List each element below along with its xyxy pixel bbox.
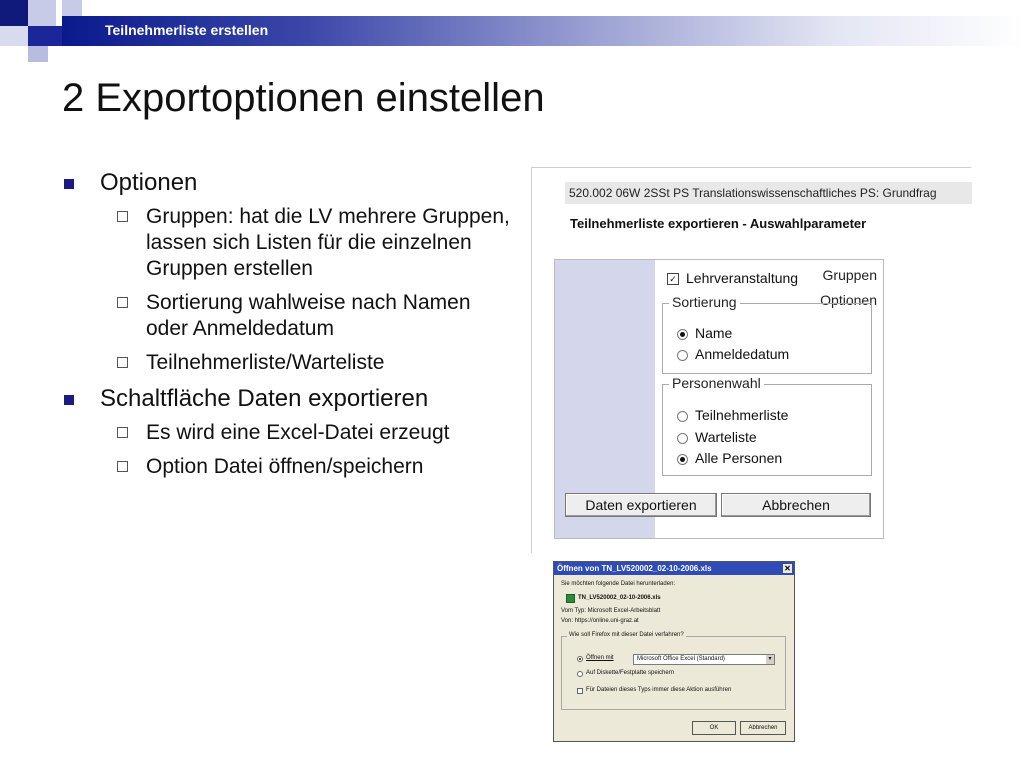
sub-bullet-item — [62, 420, 516, 446]
person-group — [662, 375, 872, 476]
logo-square-navy — [28, 26, 62, 46]
logo-square-light — [62, 0, 82, 16]
dialog-filename: TN_LV520002_02-10-2006.xls — [578, 595, 661, 601]
excel-file-icon — [566, 594, 575, 603]
slide-title: 2 Exportoptionen einstellen — [62, 76, 545, 120]
person-option-waitlist[interactable] — [677, 429, 757, 445]
close-icon[interactable]: ✕ — [784, 564, 791, 573]
sub-bullet-text: Option Datei öffnen/speichern — [146, 455, 424, 478]
sort-legend: Sortierung — [669, 294, 740, 310]
logo-square-navy — [0, 0, 28, 26]
sub-bullet-item — [62, 290, 516, 342]
sort-option-date[interactable] — [677, 346, 789, 362]
course-checkbox-row[interactable] — [667, 270, 798, 286]
open-with-label: Öffnen mit — [586, 655, 614, 661]
sub-bullet-item — [62, 454, 516, 480]
radio-icon[interactable] — [677, 433, 688, 444]
person-legend: Personenwahl — [669, 375, 764, 391]
save-option-label: Auf Diskette/Festplatte speichern — [586, 670, 675, 676]
always-option-label: Für Dateien dieses Typs immer diese Aktion ausführen — [586, 687, 732, 693]
export-data-button[interactable]: Daten exportieren — [565, 493, 717, 517]
person-option-all[interactable] — [677, 450, 782, 466]
bullet-square-icon — [64, 179, 74, 189]
cancel-button[interactable]: Abbrechen — [721, 493, 871, 517]
radio-selected-icon[interactable] — [577, 656, 583, 662]
hollow-square-icon — [117, 297, 128, 308]
bullet-text: Schaltfläche Daten exportieren — [100, 385, 429, 412]
dialog-type-line: Vom Typ: Microsoft Excel-Arbeitsblatt — [561, 608, 661, 614]
logo-square-light — [28, 0, 56, 26]
groups-label: Gruppen — [822, 267, 877, 283]
sort-option-name[interactable] — [677, 325, 732, 341]
dialog-cancel-button[interactable]: Abbrechen — [740, 721, 786, 735]
banner-title: Teilnehmerliste erstellen — [105, 22, 269, 38]
hollow-square-icon — [117, 357, 128, 368]
sub-bullet-text: Gruppen: hat die LV mehrere Gruppen, lassen sich Listen für die einzelnen Gruppen erstellen — [146, 205, 510, 280]
sub-bullet-text: Teilnehmerliste/Warteliste — [146, 351, 385, 374]
checkbox-icon[interactable] — [577, 688, 583, 694]
radio-icon[interactable] — [577, 671, 583, 677]
select-value: Microsoft Office Excel (Standard) — [637, 656, 725, 662]
export-form-screenshot — [531, 167, 971, 553]
radio-label: Teilnehmerliste — [695, 407, 789, 423]
radio-label: Alle Personen — [695, 450, 783, 466]
person-option-participants[interactable] — [677, 407, 788, 423]
hollow-square-icon — [117, 461, 128, 472]
radio-label: Anmeldedatum — [695, 346, 790, 362]
form-heading: Teilnehmerliste exportieren - Auswahlparameter — [570, 216, 867, 231]
chevron-down-icon[interactable]: ▾ — [766, 655, 774, 664]
action-group — [561, 632, 786, 710]
dialog-intro: Sie möchten folgende Datei herunterladen: — [561, 581, 676, 587]
bullet-text: Optionen — [100, 169, 198, 196]
radio-selected-icon[interactable] — [677, 329, 688, 340]
download-dialog — [553, 561, 795, 742]
hollow-square-icon — [117, 427, 128, 438]
action-legend: Wie soll Firefox mit dieser Datei verfahren? — [569, 632, 684, 638]
bullet-item — [62, 384, 522, 414]
bullet-item — [62, 168, 522, 198]
application-select[interactable] — [633, 654, 775, 665]
course-title: 520.002 06W 2SSt PS Translationswissenschaftliches PS: Grundfrag — [569, 186, 937, 200]
sub-bullet-text: Es wird eine Excel-Datei erzeugt — [146, 421, 450, 444]
bullet-list — [62, 168, 522, 488]
logo-square-light — [28, 46, 48, 62]
checkbox-checked-icon[interactable]: ✓ — [667, 273, 679, 285]
dialog-from-line: Von: https://online.uni-graz.at — [561, 618, 639, 624]
course-title-bar — [565, 182, 972, 204]
dialog-title-bar — [554, 562, 794, 575]
sub-bullet-item — [62, 204, 516, 282]
logo-square-light — [0, 26, 28, 46]
bullet-square-icon — [64, 395, 74, 405]
radio-icon[interactable] — [677, 411, 688, 422]
options-label: Optionen — [820, 292, 877, 308]
sub-bullet-text: Sortierung wahlweise nach Namen oder Anmeldedatum — [146, 291, 471, 340]
radio-icon[interactable] — [677, 350, 688, 361]
ok-button[interactable]: OK — [692, 721, 736, 735]
dialog-title: Öffnen von TN_LV520002_02-10-2006.xls — [557, 564, 712, 573]
sub-bullet-item — [62, 350, 516, 376]
radio-label: Warteliste — [695, 429, 757, 445]
radio-label: Name — [695, 325, 733, 341]
hollow-square-icon — [117, 211, 128, 222]
checkbox-label: Lehrveranstaltung — [686, 270, 799, 286]
radio-selected-icon[interactable] — [677, 454, 688, 465]
parameter-panel — [554, 259, 884, 539]
